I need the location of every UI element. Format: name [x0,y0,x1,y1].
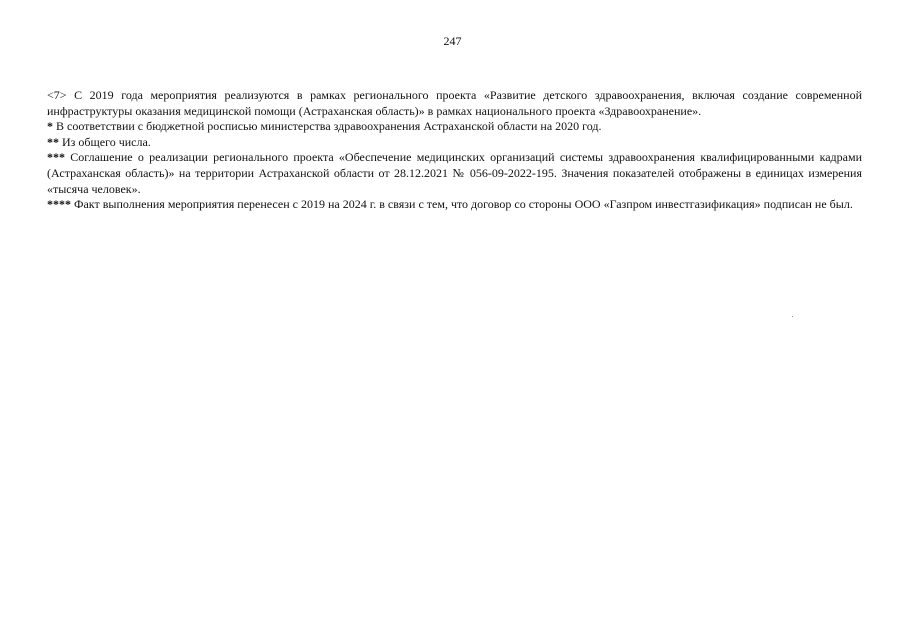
footnote-marker: *** [47,150,65,165]
footnote-1-star [47,119,862,135]
footnote-text: Факт выполнения мероприятия перенесен с 2019 на 2024 г. в связи с тем, что договор со стороны ООО «Газпром инвестгазификация» подписан не был. [71,197,853,212]
footnote-text: Соглашение о реализации регионального проекта «Обеспечение медицинских организаций системы здравоохранения квалифицированными кадрами (Астраханская область)» на территории Астраханской области от 28.12.2021 № 056-09-2022-195. Значения показателей отображены в единицах измерения «тысяча человек». [47,150,862,196]
footnote-text: В соответствии с бюджетной росписью министерства здравоохранения Астраханской области на 2020 год. [53,119,602,134]
footnote-text: С 2019 года мероприятия реализуются в рамках регионального проекта «Развитие детского здравоохранения, включая создание современной инфраструктуры оказания медицинской помощи (Астраханская область)» в рамках национального проекта «Здравоохранение». [47,88,862,118]
footnote-3-stars [47,150,862,197]
footnote-2-stars [47,135,862,151]
footnotes [47,88,862,213]
footnote-4-stars [47,197,862,213]
footnote-marker: ** [47,134,59,149]
footnote-text: Из общего числа. [59,134,151,149]
page-number: 247 [443,34,462,48]
footnote-marker: **** [47,197,71,212]
footnote-7 [47,88,862,119]
scan-speck [792,316,793,317]
footnote-marker: * [47,119,53,134]
footnote-marker: <7> [47,88,67,102]
